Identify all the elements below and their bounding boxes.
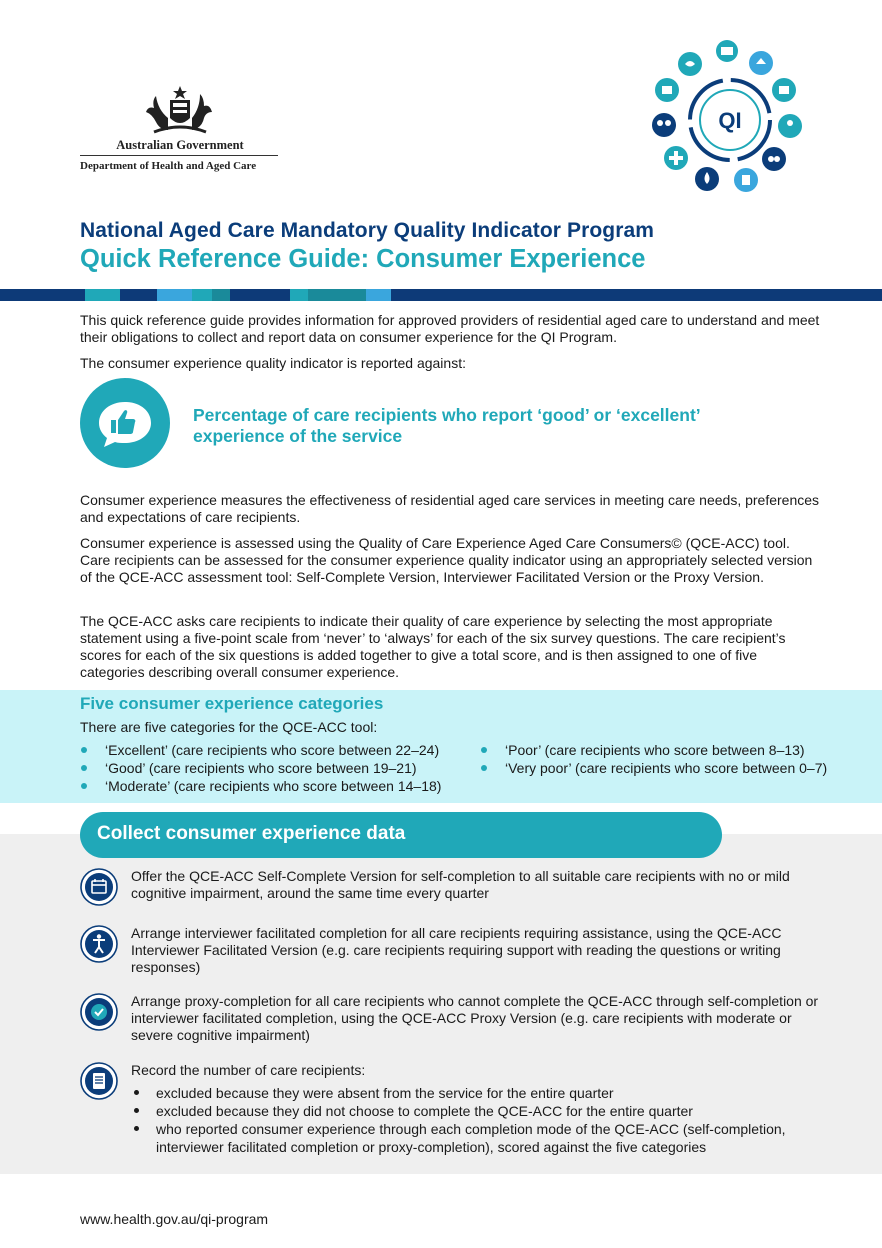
qi-wheel-label: QI <box>718 108 742 133</box>
calendar-icon <box>80 868 118 906</box>
document-list-icon <box>80 1062 118 1100</box>
category-very-poor: ‘Very poor’ (care recipients who score between 0–7) <box>480 759 860 777</box>
step-proxy-completion: Arrange proxy-completion for all care recipients who cannot complete the QCE-ACC through self-completion or interviewer facilitated completion, using the QCE-ACC Proxy Version (e.g. care recipients with moderate or severe cognitive impairment) <box>131 993 819 1043</box>
body-paragraph-2: Consumer experience is assessed using the Quality of Care Experience Aged Care Consumers© (QCE-ACC) tool. Care recipients can be assessed for the consumer experience quality indicator using an appropriately selected version of the QCE-ACC assessment tool: Self-Complete Version, Interviewer Facilitated Version or the Proxy Version. <box>80 535 813 585</box>
guide-title: Quick Reference Guide: Consumer Experience <box>80 245 646 273</box>
decorative-stripe <box>0 289 882 301</box>
checkmark-badge-icon <box>80 993 118 1031</box>
qi-wheel-graphic <box>650 38 810 198</box>
department-name: Department of Health and Aged Care <box>80 160 257 172</box>
categories-heading: Five consumer experience categories <box>80 694 384 713</box>
categories-list-right <box>480 741 860 777</box>
government-name: Australian Government <box>116 138 244 152</box>
indicator-lead-in: The consumer experience quality indicator is reported against: <box>80 355 466 371</box>
category-moderate: ‘Moderate’ (care recipients who score between 14–18) <box>80 777 480 795</box>
category-excellent: ‘Excellent’ (care recipients who score between 22–24) <box>80 741 480 759</box>
program-title: National Aged Care Mandatory Quality Indicator Program <box>80 219 655 242</box>
step-self-complete: Offer the QCE-ACC Self-Complete Version for self-completion to all suitable care recipients with no or mild cognitive impairment, around the same time every quarter <box>131 868 790 901</box>
category-good: ‘Good’ (care recipients who score between 19–21) <box>80 759 480 777</box>
australian-government-logo <box>80 80 280 178</box>
record-item-absent: excluded because they were absent from the service for the entire quarter <box>131 1084 851 1102</box>
categories-intro: There are five categories for the QCE-ACC tool: <box>80 719 378 735</box>
record-item-declined: excluded because they did not choose to complete the QCE-ACC for the entire quarter <box>131 1102 851 1120</box>
wheel-icon-9 <box>652 113 676 137</box>
coat-of-arms-icon <box>140 84 220 136</box>
accessibility-person-icon <box>80 925 118 963</box>
record-item-completion-mode: who reported consumer experience through each completion mode of the QCE-ACC (self-completion, interviewer facilitated completion or proxy-completion), scored against the five categories <box>131 1120 851 1156</box>
intro-paragraph: This quick reference guide provides information for approved providers of residential aged care to understand and meet their obligations to collect and report data on consumer experience for the QI Program. <box>80 312 820 345</box>
quality-indicator-statement: Percentage of care recipients who report ‘good’ or ‘excellent’ experience of the service <box>193 405 700 446</box>
category-poor: ‘Poor’ (care recipients who score between 8–13) <box>480 741 860 759</box>
footer-website-link[interactable]: www.health.gov.au/qi-program <box>80 1211 269 1227</box>
body-paragraph-1: Consumer experience measures the effectiveness of residential aged care services in meeting care needs, preferences and expectations of care recipients. <box>80 492 820 525</box>
thumbs-up-speech-bubble-icon <box>80 378 170 468</box>
logo-divider <box>80 155 278 156</box>
step-interviewer-facilitated: Arrange interviewer facilitated completion for all care recipients requiring assistance, using the QCE-ACC Interviewer Facilitated Version (e.g. care recipients requiring support with reading the questions or writing responses) <box>131 925 782 975</box>
record-items-list <box>131 1084 851 1156</box>
step-record-number: Record the number of care recipients: <box>131 1062 366 1078</box>
collect-heading: Collect consumer experience data <box>97 823 406 844</box>
body-paragraph-3: The QCE-ACC asks care recipients to indicate their quality of care experience by selecting the most appropriate statement using a five-point scale from ‘never’ to ‘always’ for each of the six survey questions. The care recipient’s scores for each of the six questions is added together to give a total score, and is then assigned to one of five categories describing overall consumer experience. <box>80 613 786 680</box>
categories-list-left <box>80 741 480 795</box>
